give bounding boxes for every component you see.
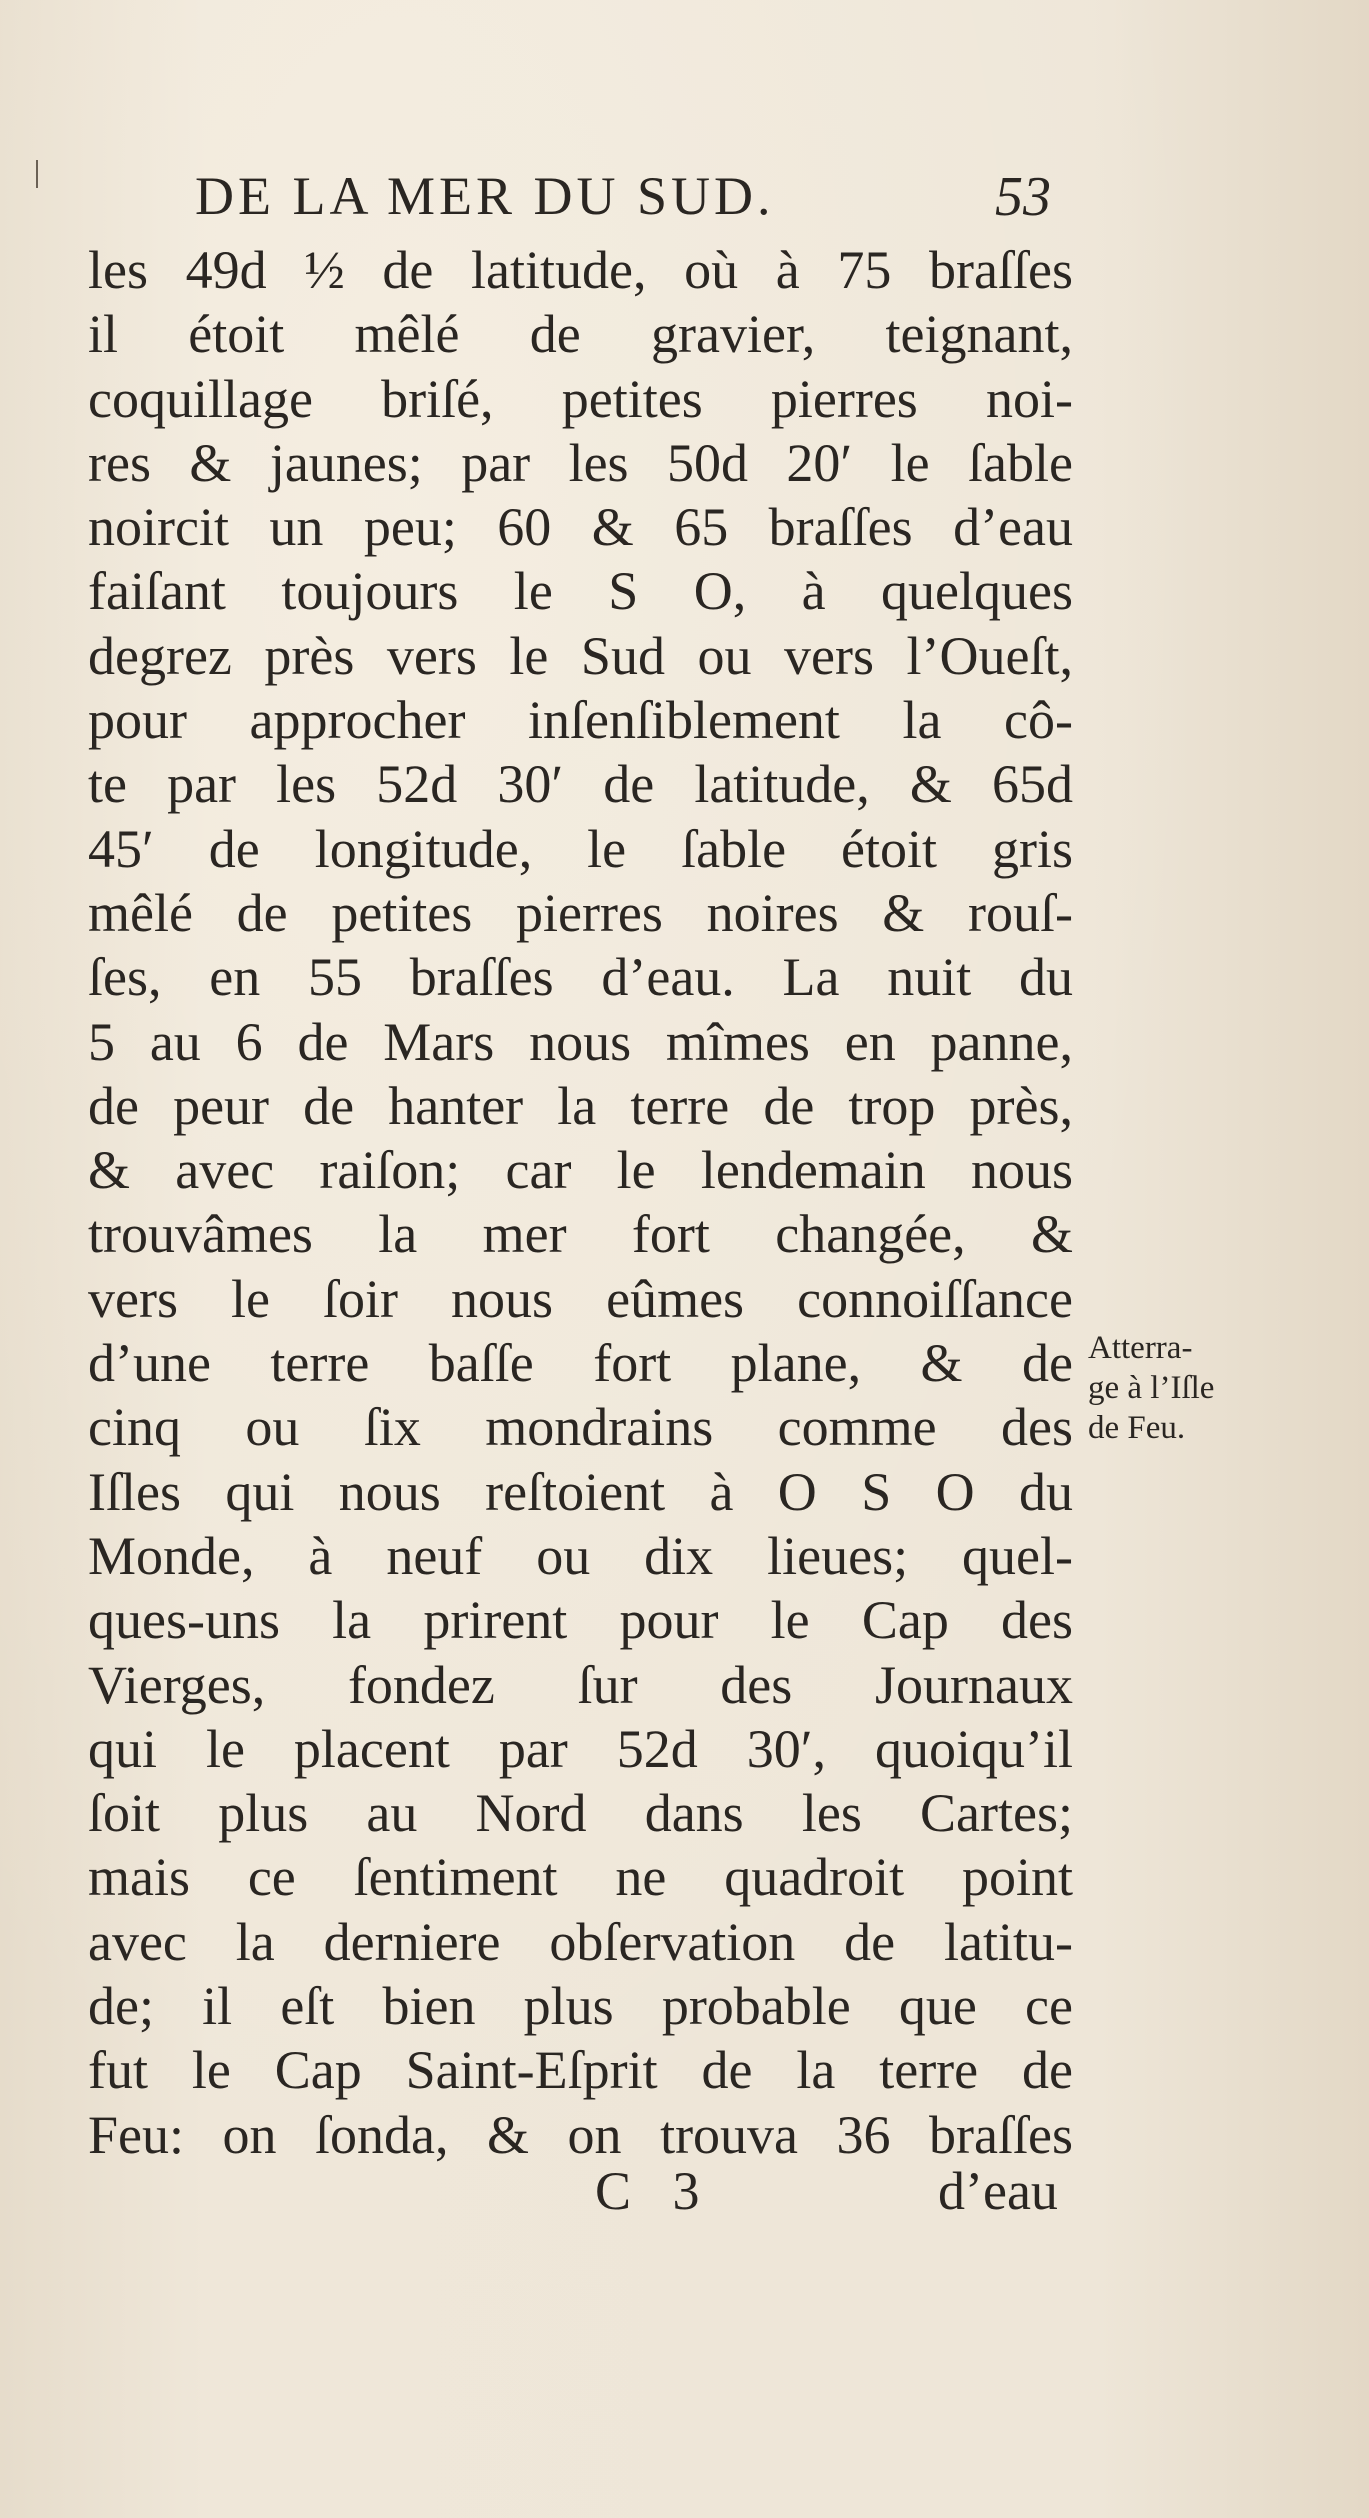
text-line: trouvâmes la mer fort changée, & bbox=[88, 1204, 1073, 1265]
text-line: & avec raiſon; car le lendemain nous bbox=[88, 1140, 1073, 1201]
marginal-note-line: Atterra- bbox=[1088, 1330, 1193, 1366]
page-number: 53 bbox=[995, 166, 1051, 228]
text-line: il étoit mêlé de gravier, teignant, bbox=[88, 304, 1073, 365]
marginal-note bbox=[1088, 1328, 1248, 1448]
marginal-note-line: ge à l’Iſle bbox=[1088, 1370, 1215, 1406]
text-line: d’une terre baſſe fort plane, & de bbox=[88, 1333, 1073, 1394]
text-line: ſes, en 55 braſſes d’eau. La nuit du bbox=[88, 947, 1073, 1008]
margin-mark bbox=[36, 160, 38, 188]
text-line: avec la derniere obſervation de latitu- bbox=[88, 1911, 1073, 1972]
text-line: degrez près vers le Sud ou vers l’Oueſt, bbox=[88, 625, 1073, 686]
text-line: noircit un peu; 60 & 65 braſſes d’eau bbox=[88, 497, 1073, 558]
text-line: de peur de hanter la terre de trop près, bbox=[88, 1075, 1073, 1136]
catchword: d’eau bbox=[938, 2161, 1058, 2221]
marginal-note-line: de Feu. bbox=[1088, 1410, 1186, 1446]
text-line: Iſles qui nous reſtoient à O S O du bbox=[88, 1461, 1073, 1522]
text-line: de; il eſt bien plus probable que ce bbox=[88, 1976, 1073, 2037]
text-line: mêlé de petites pierres noires & rouſ- bbox=[88, 882, 1073, 943]
page-footer bbox=[0, 2160, 1369, 2230]
text-line: qui le placent par 52d 30′, quoiqu’il bbox=[88, 1718, 1073, 1779]
text-line: Feu: on ſonda, & on trouva 36 braſſes bbox=[88, 2104, 1073, 2165]
text-line: pour approcher inſenſiblement la cô- bbox=[88, 690, 1073, 751]
text-line: fut le Cap Saint-Eſprit de la terre de bbox=[88, 2040, 1073, 2101]
text-line: cinq ou ſix mondrains comme des bbox=[88, 1397, 1073, 1458]
running-head bbox=[195, 165, 1095, 235]
running-head-title: DE LA MER DU SUD. bbox=[195, 166, 775, 226]
text-line: faiſant toujours le S O, à quelques bbox=[88, 561, 1073, 622]
text-line: Monde, à neuf ou dix lieues; quel- bbox=[88, 1525, 1073, 1586]
text-line: mais ce ſentiment ne quadroit point bbox=[88, 1847, 1073, 1908]
body-text bbox=[88, 238, 1073, 2167]
text-line: les 49d ½ de latitude, où à 75 braſſes bbox=[88, 240, 1073, 300]
text-line: ques-uns la prirent pour le Cap des bbox=[88, 1590, 1073, 1651]
text-line: 45′ de longitude, le ſable étoit gris bbox=[88, 818, 1073, 879]
text-line: Vierges, fondez ſur des Journaux bbox=[88, 1654, 1073, 1715]
signature-mark: C 3 bbox=[595, 2161, 714, 2221]
text-line: vers le ſoir nous eûmes connoiſſance bbox=[88, 1268, 1073, 1329]
text-line: 5 au 6 de Mars nous mîmes en panne, bbox=[88, 1011, 1073, 1072]
text-line: res & jaunes; par les 50d 20′ le ſable bbox=[88, 432, 1073, 493]
text-line: ſoit plus au Nord dans les Cartes; bbox=[88, 1783, 1073, 1844]
text-line: coquillage briſé, petites pierres noi- bbox=[88, 368, 1073, 429]
text-line: te par les 52d 30′ de latitude, & 65d bbox=[88, 754, 1073, 815]
